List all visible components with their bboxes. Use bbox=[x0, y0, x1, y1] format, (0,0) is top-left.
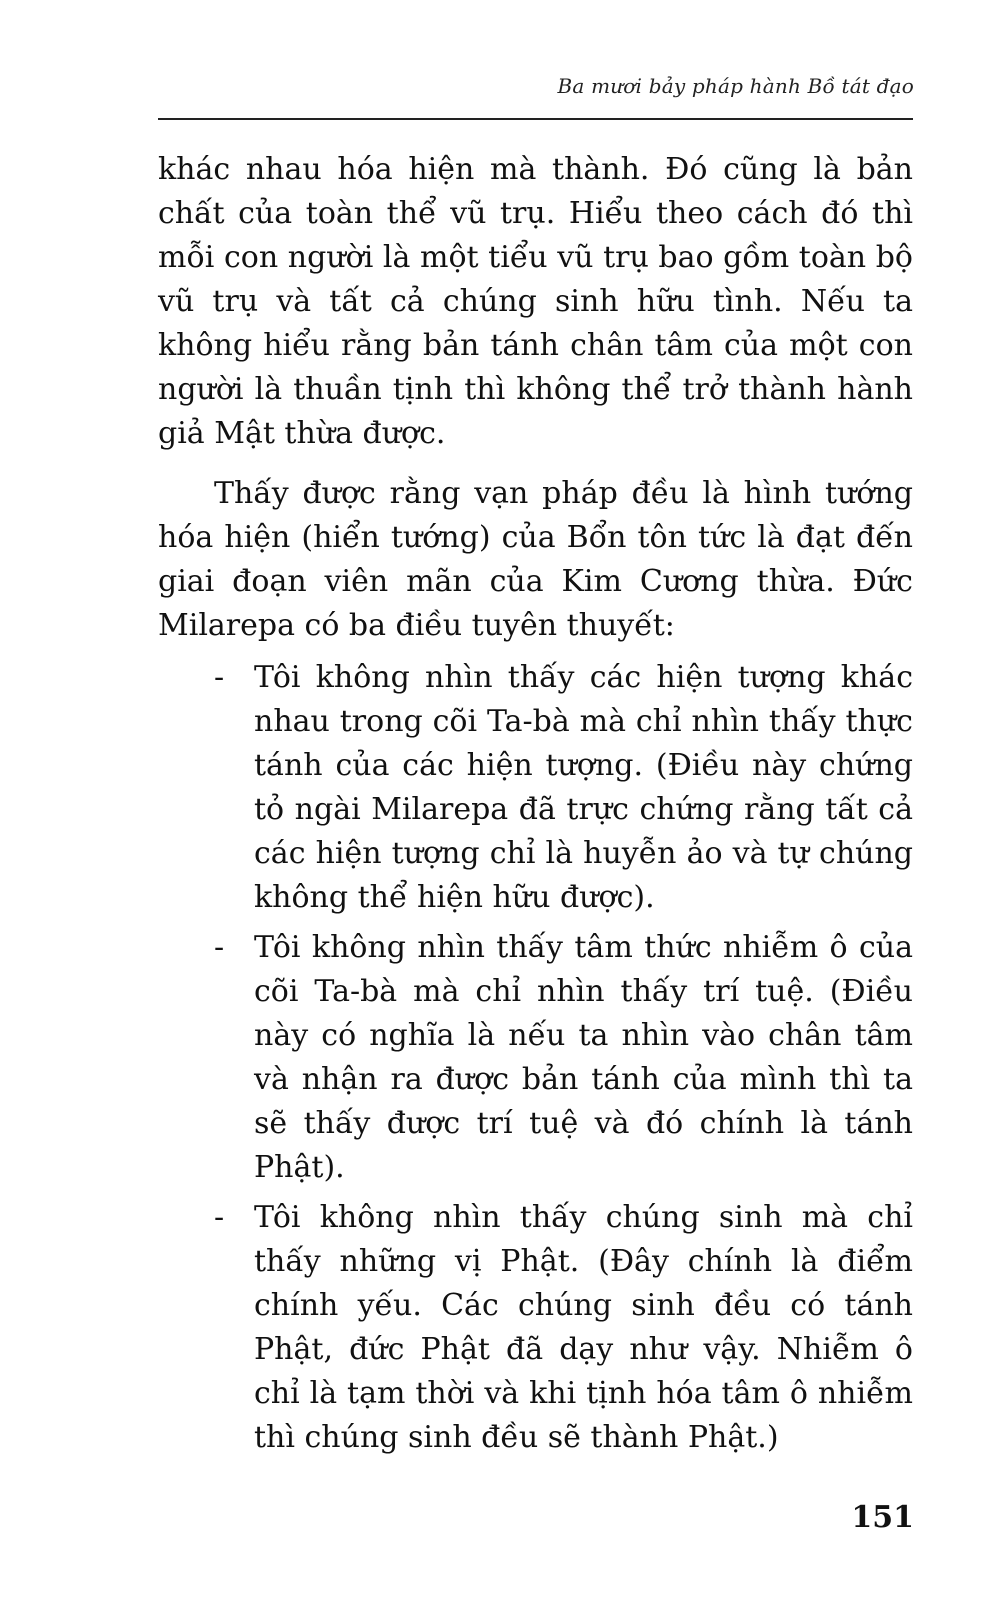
header-rule bbox=[158, 118, 913, 120]
paragraph-milarepa-intro: Thấy được rằng vạn pháp đều là hình tướng hóa hiện (hiển tướng) của Bổn tôn tức là đạt đến giai đoạn viên mãn của Kim Cương thừa. Đức Milarepa có ba điều tuyên thuyết: bbox=[158, 476, 913, 643]
page-body bbox=[158, 148, 913, 1466]
paragraph-continuation: khác nhau hóa hiện mà thành. Đó cũng là bản chất của toàn thể vũ trụ. Hiểu theo cách đó thì mỗi con người là một tiểu vũ trụ bao gồm toàn bộ vũ trụ và tất cả chúng sinh hữu tình. Nếu ta không hiểu rằng bản tánh chân tâm của một con người là thuần tịnh thì không thể trở thành hành giả Mật thừa được. bbox=[158, 152, 913, 451]
list-item bbox=[158, 926, 913, 1190]
list-item-text: Tôi không nhìn thấy chúng sinh mà chỉ thấy những vị Phật. (Đây chính là điểm chính yếu. Các chúng sinh đều có tánh Phật, đức Phật đã dạy như vậy. Nhiễm ô chỉ là tạm thời và khi tịnh hóa tâm ô nhiễm thì chúng sinh đều sẽ thành Phật.) bbox=[254, 1200, 913, 1455]
list-item bbox=[158, 656, 913, 920]
list-item bbox=[158, 1196, 913, 1460]
list-item-text: Tôi không nhìn thấy các hiện tượng khác nhau trong cõi Ta-bà mà chỉ nhìn thấy thực tánh của các hiện tượng. (Điều này chứng tỏ ngài Milarepa đã trực chứng rằng tất cả các hiện tượng chỉ là huyễn ảo và tự chúng không thể hiện hữu được). bbox=[254, 660, 913, 915]
list-item-text: Tôi không nhìn thấy tâm thức nhiễm ô của cõi Ta-bà mà chỉ nhìn thấy trí tuệ. (Điều này có nghĩa là nếu ta nhìn vào chân tâm và nhận ra được bản tánh của mình thì ta sẽ thấy được trí tuệ và đó chính là tánh Phật). bbox=[254, 930, 913, 1185]
list-dash-marker: - bbox=[214, 1200, 225, 1235]
page-number: 151 bbox=[851, 1500, 914, 1535]
running-title: Ba mươi bảy pháp hành Bồ tát đạo bbox=[557, 74, 914, 98]
milarepa-statements-list bbox=[158, 656, 913, 1460]
list-dash-marker: - bbox=[214, 660, 225, 695]
list-dash-marker: - bbox=[214, 930, 225, 965]
